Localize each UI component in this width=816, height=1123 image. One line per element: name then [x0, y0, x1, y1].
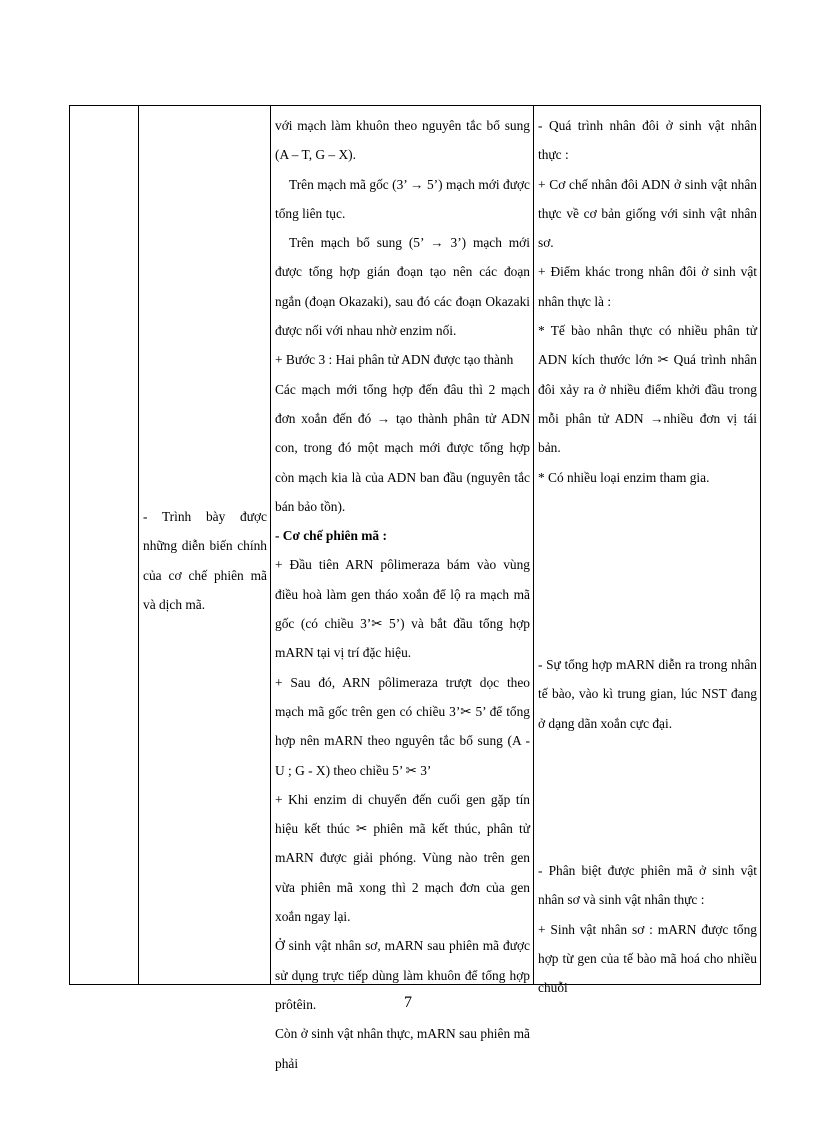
- content-paragraph: Ở sinh vật nhân sơ, mARN sau phiên mã được sử dụng trực tiếp dùng làm khuôn để tổng hợp prôtêin.: [275, 938, 530, 1012]
- column-3-cell: [271, 106, 534, 1071]
- notes-paragraph: - Phân biệt được phiên mã ở sinh vật nhân sơ và sinh vật nhân thực :: [538, 863, 757, 908]
- notes-paragraph: * Có nhiều loại enzim tham gia.: [538, 469, 710, 485]
- notes-block-3: [538, 856, 757, 1002]
- notes-paragraph: + Sinh vật nhân sơ : mARN được tổng hợp từ gen của tế bào mã hoá cho nhiều chuỗi: [538, 921, 757, 996]
- content-paragraph: + Khi enzim di chuyển đến cuối gen gặp tín hiệu kết thúc ✂ phiên mã kết thúc, phân tử mARN được giải phóng. Vùng nào trên gen vừa phiên mã xong thì 2 mạch đơn của gen xoắn ngay lại.: [275, 791, 530, 925]
- content-paragraph: + Đầu tiên ARN pôlimeraza bám vào vùng điều hoà làm gen tháo xoắn để lộ ra mạch mã gốc (có chiều 3’✂ 5’) và bắt đầu tổng hợp mARN tại vị trí đặc hiệu.: [275, 557, 530, 661]
- content-paragraph: Trên mạch bổ sung (5’ → 3’) mạch mới được tổng hợp gián đoạn tạo nên các đoạn ngắn (đoạn Okazaki), sau đó các đoạn Okazaki được nối với nhau nhờ enzim nối.: [275, 235, 530, 339]
- content-table: [69, 105, 761, 1071]
- notes-block-2: [538, 650, 757, 738]
- content-paragraph: + Sau đó, ARN pôlimeraza trượt dọc theo mạch mã gốc trên gen có chiều 3’✂ 5’ để tổng hợp nên mARN theo nguyên tắc bổ sung (A - U ; G - X) theo chiều 5’ ✂ 3’: [275, 674, 530, 778]
- column-2-cell: [139, 106, 271, 985]
- notes-paragraph: + Cơ chế nhân đôi ADN ở sinh vật nhân thực về cơ bản giống với sinh vật nhân sơ.: [538, 176, 757, 251]
- column-4-cell: [534, 106, 761, 996]
- content-text: [275, 111, 530, 1078]
- content-paragraph: + Bước 3 : Hai phân tử ADN được tạo thành: [275, 352, 514, 368]
- section-heading: - Cơ chế phiên mã :: [275, 528, 387, 544]
- content-paragraph: Các mạch mới tổng hợp đến đâu thì 2 mạch đơn xoắn đến đó → tạo thành phân tử ADN con, trong đó một mạch mới được tổng hợp còn mạch kia là của ADN ban đầu (nguyên tắc bán bảo tồn).: [275, 381, 530, 514]
- notes-paragraph: - Quá trình nhân đôi ở sinh vật nhân thực :: [538, 118, 757, 163]
- notes-paragraph: - Sự tổng hợp mARN diễn ra trong nhân tế bào, vào kì trung gian, lúc NST đang ở dạng dãn xoắn cực đại.: [538, 657, 757, 731]
- notes-paragraph: * Tế bào nhân thực có nhiều phân tử ADN kích thước lớn ✂ Quá trình nhân đôi xảy ra ở nhiều điểm khởi đầu trong mỗi phân tử ADN →nhiều đơn vị tái bản.: [538, 323, 757, 456]
- table-row: [70, 106, 761, 985]
- content-paragraph: Trên mạch mã gốc (3’ → 5’) mạch mới được tổng liên tục.: [275, 176, 530, 221]
- notes-block-1: [538, 111, 757, 492]
- content-paragraph: với mạch làm khuôn theo nguyên tắc bổ sung (A – T, G – X).: [275, 118, 530, 163]
- objective-text: [143, 502, 267, 619]
- notes-paragraph: + Điểm khác trong nhân đôi ở sinh vật nhân thực là :: [538, 264, 757, 309]
- column-1-cell: [70, 106, 139, 985]
- objective-paragraph: - Trình bày được những diễn biến chính của cơ chế phiên mã và dịch mã.: [143, 509, 267, 612]
- content-paragraph: [275, 521, 530, 550]
- page-number: 7: [404, 994, 412, 1011]
- content-paragraph: Còn ở sinh vật nhân thực, mARN sau phiên mã phải: [275, 1026, 530, 1071]
